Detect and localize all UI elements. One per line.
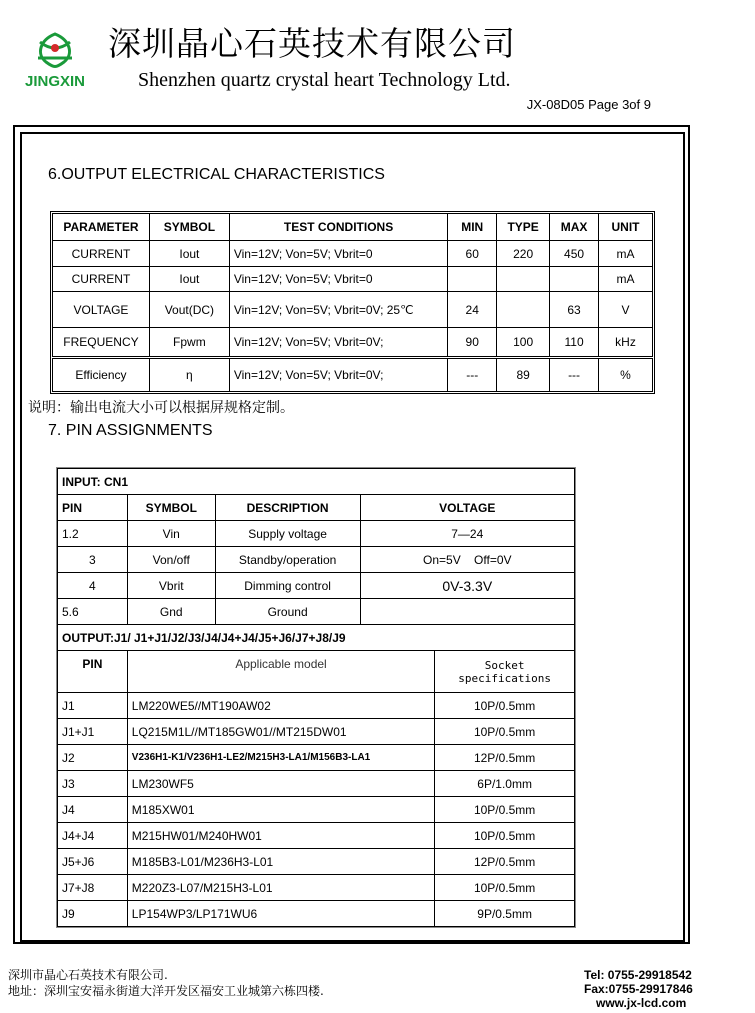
cell: Vin=12V; Von=5V; Vbrit=0V;	[229, 328, 447, 358]
cell: M215HW01/M240HW01	[127, 823, 434, 849]
cell: mA	[599, 267, 653, 292]
cell: 24	[448, 292, 497, 328]
header-unit: UNIT	[599, 214, 653, 241]
cell	[448, 267, 497, 292]
header-type: TYPE	[497, 214, 550, 241]
footer-company: 深圳市晶心石英技术有限公司.	[8, 968, 168, 982]
table-row	[58, 771, 575, 797]
table-header-row	[53, 214, 653, 241]
cell: 7—24	[360, 521, 574, 547]
cell: LQ215M1L//MT185GW01//MT215DW01	[127, 719, 434, 745]
cell: Vout(DC)	[149, 292, 229, 328]
table-header-row	[58, 651, 575, 693]
table-row	[53, 267, 653, 292]
cell: 9P/0.5mm	[435, 901, 575, 927]
output-title: OUTPUT:J1/ J1+J1/J2/J3/J4/J4+J4/J5+J6/J7+J8/J9	[58, 625, 575, 651]
cell: Vin=12V; Von=5V; Vbrit=0	[229, 267, 447, 292]
cell: 10P/0.5mm	[435, 823, 575, 849]
table-header-row	[58, 495, 575, 521]
cell: %	[599, 358, 653, 392]
table-row	[58, 849, 575, 875]
logo-icon	[10, 28, 100, 98]
cell: Supply voltage	[215, 521, 360, 547]
electrical-characteristics-table	[52, 213, 653, 392]
company-logo	[10, 28, 100, 98]
cell: J3	[58, 771, 128, 797]
cell: Dimming control	[215, 573, 360, 599]
output-header-model: Applicable model	[127, 651, 434, 693]
cell: 0V-3.3V	[360, 573, 574, 599]
header-min: MIN	[448, 214, 497, 241]
header-test-conditions: TEST CONDITIONS	[229, 214, 447, 241]
footer-fax: Fax:0755-29917846	[584, 982, 693, 996]
footer-contact	[584, 968, 693, 1010]
table-row	[58, 875, 575, 901]
cell: 10P/0.5mm	[435, 719, 575, 745]
cell: CURRENT	[53, 267, 150, 292]
cell: J9	[58, 901, 128, 927]
cell: Gnd	[127, 599, 215, 625]
table-row	[58, 797, 575, 823]
table-row	[58, 469, 575, 495]
cell: kHz	[599, 328, 653, 358]
cell: 220	[497, 241, 550, 267]
table-row	[58, 573, 575, 599]
cell: 12P/0.5mm	[435, 849, 575, 875]
cell: M185B3-L01/M236H3-L01	[127, 849, 434, 875]
input-header-description: DESCRIPTION	[215, 495, 360, 521]
cell: Vin=12V; Von=5V; Vbrit=0V;	[229, 358, 447, 392]
cell: ---	[448, 358, 497, 392]
cell: Iout	[149, 241, 229, 267]
input-header-pin: PIN	[58, 495, 128, 521]
header-symbol: SYMBOL	[149, 214, 229, 241]
cell	[497, 267, 550, 292]
footer-contact-cn	[8, 967, 324, 999]
document-reference: JX-08D05 Page 3of 9	[526, 97, 651, 112]
cell: Vbrit	[127, 573, 215, 599]
table-row	[58, 823, 575, 849]
input-header-symbol: SYMBOL	[127, 495, 215, 521]
cell: On=5V Off=0V	[360, 547, 574, 573]
input-title: INPUT: CN1	[58, 469, 575, 495]
cell: VOLTAGE	[53, 292, 150, 328]
footer-tel: Tel: 0755-29918542	[584, 968, 692, 982]
pin-assignments-table	[57, 468, 575, 927]
table-row	[58, 547, 575, 573]
table-row	[58, 901, 575, 927]
cell: 6P/1.0mm	[435, 771, 575, 797]
cell: 10P/0.5mm	[435, 797, 575, 823]
cell: J1+J1	[58, 719, 128, 745]
cell: J7+J8	[58, 875, 128, 901]
table-row	[58, 719, 575, 745]
section-7-title: 7. PIN ASSIGNMENTS	[48, 422, 213, 439]
output-header-socket: Socket specifications	[435, 651, 575, 693]
cell: 89	[497, 358, 550, 392]
header-max: MAX	[550, 214, 599, 241]
cell: LP154WP3/LP171WU6	[127, 901, 434, 927]
header-parameter: PARAMETER	[53, 214, 150, 241]
cell: Vin=12V; Von=5V; Vbrit=0V; 25℃	[229, 292, 447, 328]
cell: J4+J4	[58, 823, 128, 849]
cell: M220Z3-L07/M215H3-L01	[127, 875, 434, 901]
cell: 90	[448, 328, 497, 358]
cell: 1.2	[58, 521, 128, 547]
cell: CURRENT	[53, 241, 150, 267]
cell: 10P/0.5mm	[435, 875, 575, 901]
cell	[550, 267, 599, 292]
cell: J2	[58, 745, 128, 771]
output-current-note: 说明：输出电流大小可以根据屏规格定制。	[28, 400, 294, 416]
input-header-voltage: VOLTAGE	[360, 495, 574, 521]
cell: V236H1-K1/V236H1-LE2/M215H3-LA1/M156B3-LA1	[127, 745, 434, 771]
cell: 3	[58, 547, 128, 573]
cell: J4	[58, 797, 128, 823]
cell: 12P/0.5mm	[435, 745, 575, 771]
cell: Vin=12V; Von=5V; Vbrit=0	[229, 241, 447, 267]
company-name-cn: 深圳晶心石英技术有限公司	[108, 24, 516, 63]
table-row	[53, 292, 653, 328]
cell: 4	[58, 573, 128, 599]
cell	[497, 292, 550, 328]
logo-text: JINGXIN	[24, 73, 86, 90]
cell: Standby/operation	[215, 547, 360, 573]
cell: η	[149, 358, 229, 392]
cell: ---	[550, 358, 599, 392]
cell: Von/off	[127, 547, 215, 573]
cell: 110	[550, 328, 599, 358]
cell: 10P/0.5mm	[435, 693, 575, 719]
company-name-en: Shenzhen quartz crystal heart Technology Ltd.	[138, 69, 511, 91]
cell: 100	[497, 328, 550, 358]
cell: 450	[550, 241, 599, 267]
table-row	[58, 693, 575, 719]
cell: J5+J6	[58, 849, 128, 875]
table-row	[53, 358, 653, 392]
cell: mA	[599, 241, 653, 267]
cell: 5.6	[58, 599, 128, 625]
table-row	[58, 625, 575, 651]
cell: J1	[58, 693, 128, 719]
footer-website[interactable]: www.jx-lcd.com	[596, 996, 687, 1010]
table-row	[53, 328, 653, 358]
cell: LM230WF5	[127, 771, 434, 797]
footer-address: 地址：深圳宝安福永街道大洋开发区福安工业城第六栋四楼.	[8, 984, 324, 998]
cell: LM220WE5//MT190AW02	[127, 693, 434, 719]
cell	[360, 599, 574, 625]
section-6-title: 6.OUTPUT ELECTRICAL CHARACTERISTICS	[48, 166, 385, 183]
cell: FREQUENCY	[53, 328, 150, 358]
cell: Fpwm	[149, 328, 229, 358]
table-row	[53, 241, 653, 267]
table-row	[58, 745, 575, 771]
cell: Iout	[149, 267, 229, 292]
cell: Vin	[127, 521, 215, 547]
table-row	[58, 521, 575, 547]
output-header-pin: PIN	[58, 651, 128, 693]
cell: Efficiency	[53, 358, 150, 392]
cell: M185XW01	[127, 797, 434, 823]
cell: Ground	[215, 599, 360, 625]
cell: 60	[448, 241, 497, 267]
cell: 63	[550, 292, 599, 328]
cell: V	[599, 292, 653, 328]
table-row	[58, 599, 575, 625]
